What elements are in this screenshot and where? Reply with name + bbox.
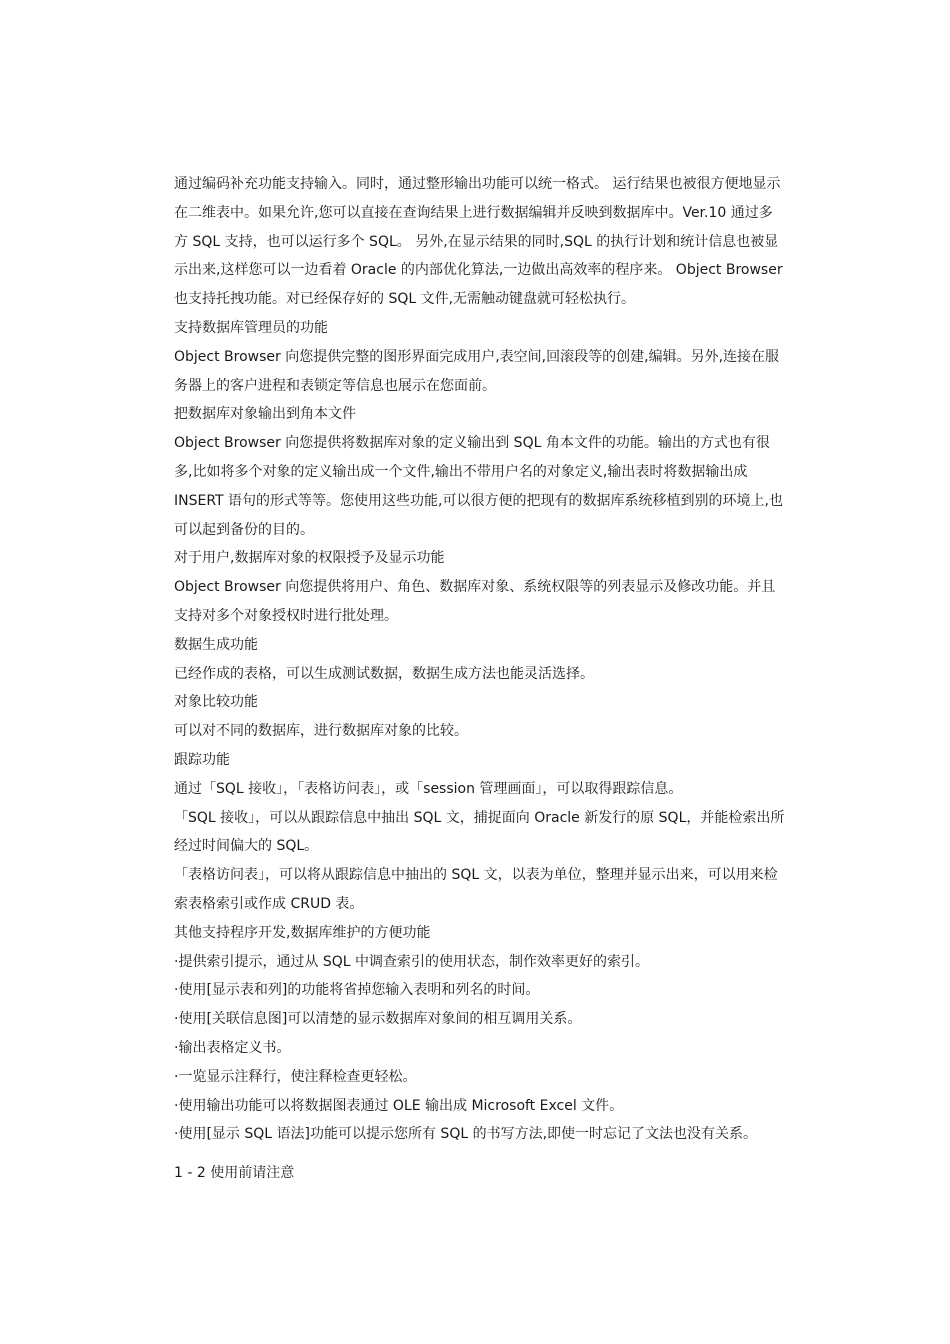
paragraph-line: 通过编码补充功能支持输入。同时，通过整形输出功能可以统一格式。 运行结果也被很方便地显示	[174, 176, 781, 192]
bullet-item: ·提供索引提示，通过从 SQL 中调查索引的使用状态，制作效率更好的索引。	[174, 953, 650, 970]
paragraph-line: Object Browser 向您提供将用户、角色、数据库对象、系统权限等的列表显示及修改功能。并且	[174, 579, 776, 596]
bullet-item: ·一览显示注释行，使注释检查更轻松。	[174, 1068, 417, 1085]
paragraph-line: 多,比如将多个对象的定义输出成一个文件,输出不带用户名的对象定义,输出表时将数据输出成	[174, 463, 748, 480]
feature-heading: 对于用户,数据库对象的权限授予及显示功能	[174, 550, 445, 567]
bullet-item: ·使用[关联信息图]可以清楚的显示数据库对象间的相互调用关系。	[174, 1011, 582, 1028]
paragraph-line: 支持对多个对象授权时进行批处理。	[174, 607, 398, 624]
paragraph-line: 「表格访问表」，可以将从跟踪信息中抽出的 SQL 文，以表为单位，整理并显示出来，可以用来检	[174, 867, 778, 884]
feature-heading: 把数据库对象输出到角本文件	[174, 406, 356, 423]
paragraph-line: 可以起到备份的目的。	[174, 521, 314, 538]
paragraph-line: Object Browser 向您提供完整的图形界面完成用户,表空间,回滚段等的创建,编辑。另外,连接在服	[174, 348, 780, 365]
paragraph-line: 示出来,这样您可以一边看着 Oracle 的内部优化算法,一边做出高效率的程序来。 Object Browser	[174, 262, 783, 279]
paragraph-line: 务器上的客户进程和表锁定等信息也展示在您面前。	[174, 377, 496, 394]
document-page	[174, 170, 804, 1188]
bullet-item: ·使用[显示表和列]的功能将省掉您输入表明和列名的时间。	[174, 982, 540, 999]
section-spacer	[174, 1149, 804, 1159]
paragraph-line: 通过「SQL 接收」，「表格访问表」，或「session 管理画面」，可以取得跟踪信息。	[174, 780, 683, 797]
paragraph-line: 「SQL 接收」，可以从跟踪信息中抽出 SQL 文，捕捉面向 Oracle 新发行的原 SQL，并能检索出所	[174, 809, 785, 826]
feature-heading: 跟踪功能	[174, 751, 230, 768]
bullet-item: ·使用[显示 SQL 语法]功能可以提示您所有 SQL 的书写方法,即使一时忘记了文法也没有关系。	[174, 1126, 758, 1143]
feature-heading: 支持数据库管理员的功能	[174, 319, 328, 336]
paragraph-line: 在二维表中。如果允许,您可以直接在查询结果上进行数据编辑并反映到数据库中。Ver.10 通过多	[174, 204, 773, 221]
paragraph-line: 也支持托拽功能。对已经保存好的 SQL 文件,无需触动键盘就可轻松执行。	[174, 291, 636, 308]
paragraph-line: 方 SQL 支持，也可以运行多个 SQL。 另外,在显示结果的同时,SQL 的执行计划和统计信息也被显	[174, 233, 779, 250]
bullet-item: ·输出表格定义书。	[174, 1039, 291, 1056]
paragraph-line: 可以对不同的数据库，进行数据库对象的比较。	[174, 723, 468, 740]
paragraph-line: 已经作成的表格，可以生成测试数据，数据生成方法也能灵活选择。	[174, 665, 594, 682]
feature-heading: 其他支持程序开发,数据库维护的方便功能	[174, 924, 431, 941]
paragraph-line: INSERT 语句的形式等等。您使用这些功能,可以很方便的把现有的数据库系统移植到别的环境上,也	[174, 492, 783, 509]
paragraph-line: 索表格索引或作成 CRUD 表。	[174, 895, 364, 912]
section-title: 1 - 2 使用前请注意	[174, 1165, 295, 1182]
feature-heading: 数据生成功能	[174, 636, 258, 653]
feature-heading: 对象比较功能	[174, 694, 258, 711]
paragraph-line: Object Browser 向您提供将数据库对象的定义输出到 SQL 角本文件的功能。输出的方式也有很	[174, 435, 770, 452]
paragraph-line: 经过时间偏大的 SQL。	[174, 838, 319, 855]
bullet-item: ·使用输出功能可以将数据图表通过 OLE 输出成 Microsoft Excel 文件。	[174, 1097, 624, 1114]
